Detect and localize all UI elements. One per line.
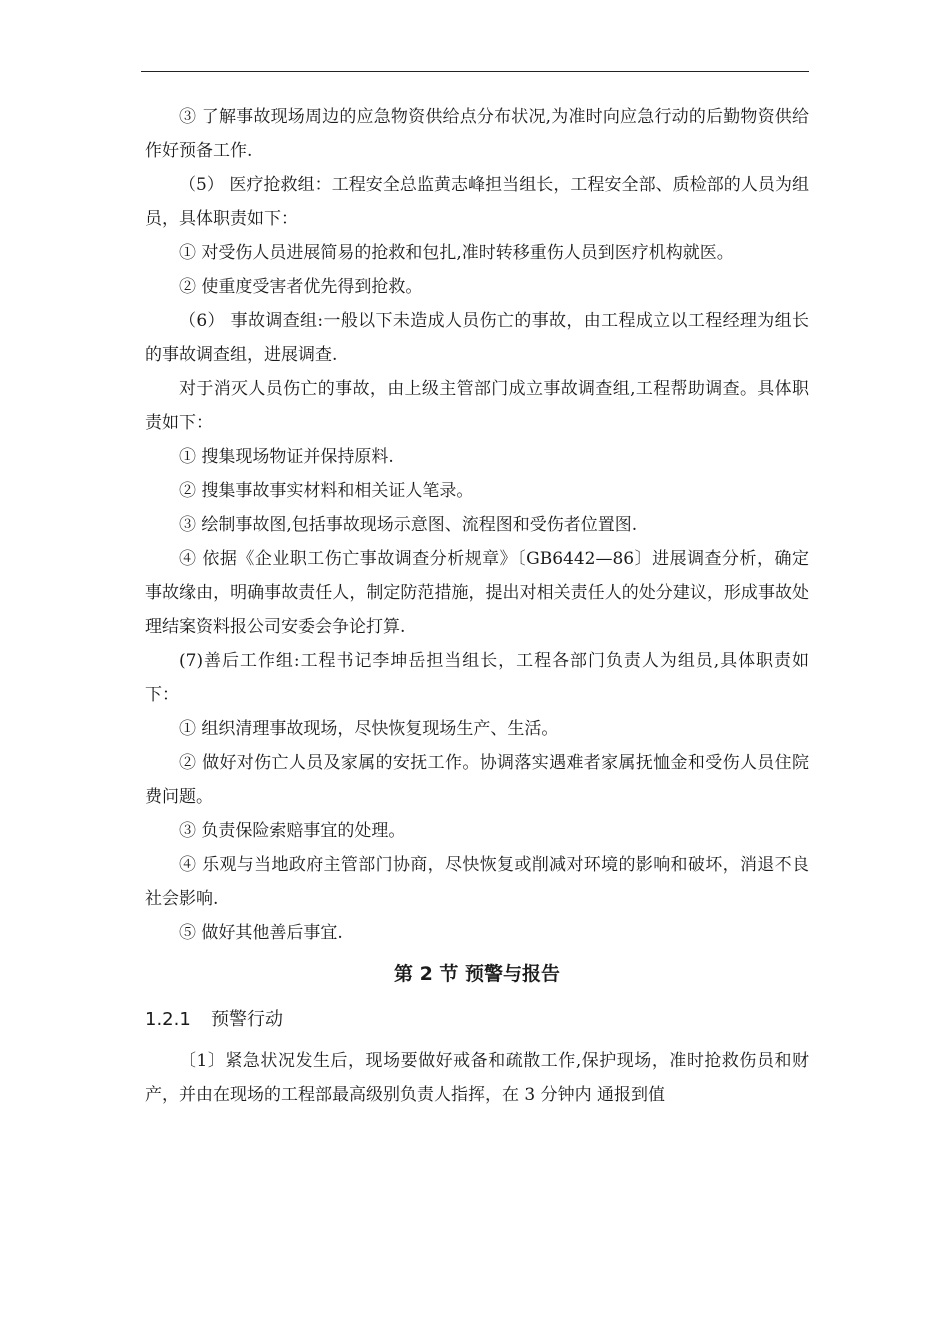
paragraph: ③ 了解事故现场周边的应急物资供给点分布状况,为准时向应急行动的后勤物资供给作好预备工作. (145, 107, 809, 161)
paragraph: ④ 乐观与当地政府主管部门协商，尽快恢复或削减对环境的影响和破坏，消退不良社会影响. (145, 855, 809, 909)
paragraph: 对于消灭人员伤亡的事故，由上级主管部门成立事故调查组,工程帮助调查。具体职责如下： (145, 379, 809, 433)
paragraph: ④ 依据《企业职工伤亡事故调查分析规章》〔GB6442—86〕进展调查分析，确定事故缘由，明确事故责任人，制定防范措施，提出对相关责任人的处分建议，形成事故处理结案资料报公司安委会争论打算. (145, 549, 809, 637)
paragraph: (7)善后工作组:工程书记李坤岳担当组长，工程各部门负责人为组员,具体职责如下： (145, 651, 809, 705)
header-rule (141, 71, 809, 72)
paragraph: （6） 事故调查组:一般以下未造成人员伤亡的事故，由工程成立以工程经理为组长的事故调查组，进展调查. (145, 311, 809, 365)
subsection-title: 预警行动 (211, 1009, 283, 1030)
paragraph: ③ 负责保险索赔事宜的处理。 (179, 821, 406, 841)
paragraph: ① 搜集现场物证并保持原料. (179, 447, 394, 467)
paragraph: （5） 医疗抢救组：工程安全总监黄志峰担当组长，工程安全部、质检部的人员为组员，具体职责如下： (145, 175, 809, 229)
paragraph: 〔1〕紧急状况发生后，现场要做好戒备和疏散工作,保护现场，准时抢救伤员和财产，并由在现场的工程部最高级别负责人指挥，在 3 分钟内 通报到值 (145, 1051, 809, 1105)
paragraph: ③ 绘制事故图,包括事故现场示意图、流程图和受伤者位置图. (179, 515, 638, 535)
paragraph: ① 对受伤人员进展简易的抢救和包扎,准时转移重伤人员到医疗机构就医。 (179, 243, 734, 263)
section-title: 第 2 节 预警与报告 (393, 963, 561, 985)
subsection-heading (145, 1002, 809, 1038)
paragraph: ② 使重度受害者优先得到抢救。 (179, 277, 423, 297)
paragraph: ② 做好对伤亡人员及家属的安抚工作。协调落实遇难者家属抚恤金和受伤人员住院费问题。 (145, 753, 809, 807)
paragraph: ② 搜集事故事实材料和相关证人笔录。 (179, 481, 474, 501)
paragraph: ⑤ 做好其他善后事宜. (179, 923, 343, 943)
paragraph: ① 组织清理事故现场，尽快恢复现场生产、生活。 (179, 719, 559, 739)
document-body (145, 100, 809, 1112)
subsection-number: 1.2.1 (145, 1009, 191, 1030)
